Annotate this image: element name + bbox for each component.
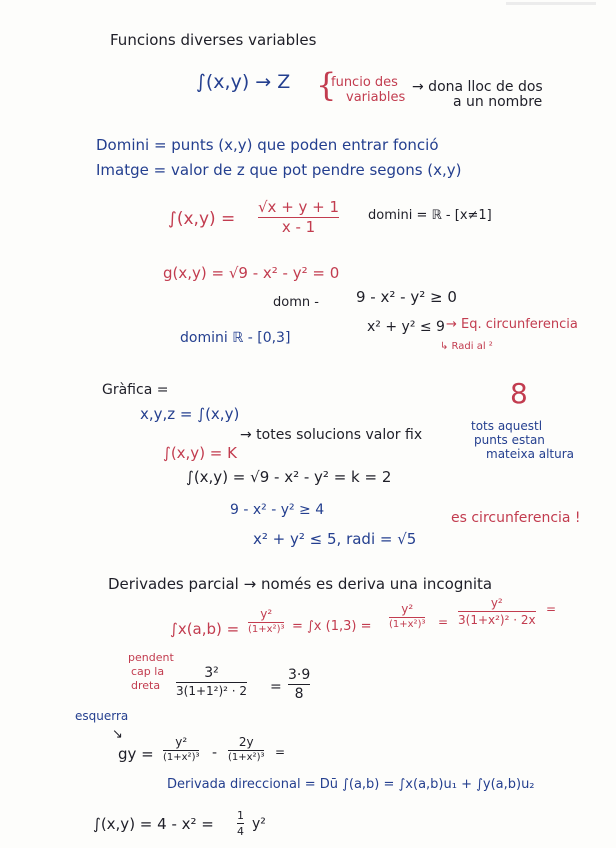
partial-geq: =: [275, 745, 286, 759]
frac-4-num: 3²: [204, 665, 219, 681]
ex1-domain: domini = ℝ - [x≠1]: [368, 208, 492, 223]
ex2-inequality-1: 9 - x² - y² ≥ 0: [356, 288, 457, 306]
grafica-eq-1: ∫(x,y) = √9 - x² - y² = k = 2: [186, 468, 392, 486]
frac-2-den: (1+x²)³: [389, 619, 426, 630]
page-title: Funcions diverses variables: [110, 31, 317, 49]
curly-brace-icon: {: [316, 66, 337, 104]
last-eq-lhs: ∫(x,y) = 4 - x² =: [93, 815, 214, 833]
side-note-3: mateixa altura: [486, 447, 575, 461]
brace-label-2: variables: [346, 90, 406, 105]
last-eq-frac: [237, 810, 244, 837]
ex2-inequality-2: x² + y² ≤ 9: [367, 319, 445, 335]
fraction-bar: [248, 622, 284, 623]
grafica-xyz: x,y,z = ∫(x,y): [140, 405, 240, 423]
fraction-bar: [458, 611, 536, 612]
grafica-level-set: ∫(x,y) = K: [163, 444, 237, 462]
arrow-note-2: a un nombre: [453, 94, 543, 110]
grafica-eq-2: 9 - x² - y² ≥ 4: [230, 502, 325, 518]
frac-g1-num: y²: [175, 735, 188, 749]
partial-frac-g2: [228, 736, 264, 763]
side-note-2: punts estan: [474, 433, 545, 447]
partial-frac-g1: [163, 736, 199, 763]
pendent-note-2: cap la: [131, 665, 165, 678]
last-frac-num: 1: [237, 809, 244, 822]
ex1-fraction: [258, 200, 339, 235]
partial-frac-3: [458, 597, 536, 626]
grafica-circ-note: es circunferencia !: [451, 510, 581, 526]
last-eq-rhs: y²: [252, 816, 266, 832]
ex2-domain: domini ℝ - [0,3]: [180, 330, 291, 346]
frac-3-den: 3(1+x²)² · 2x: [458, 613, 536, 627]
ex1-lhs: ∫(x,y) =: [168, 209, 236, 229]
frac-g2-num: 2y: [238, 735, 254, 749]
grafica-heading: Gràfica =: [102, 382, 169, 398]
frac-4-den: 3(1+1²)² · 2: [176, 684, 248, 698]
grafica-eq-3: x² + y² ≤ 5, radi = √5: [253, 530, 417, 548]
fraction-bar: [228, 750, 264, 751]
ex2-function: g(x,y) = √9 - x² - y² = 0: [163, 264, 340, 282]
margin-symbol-eight: 8: [510, 377, 528, 410]
fraction-bar: [163, 750, 199, 751]
frac-1-num: y²: [260, 607, 273, 621]
ex1-numerator: √x + y + 1: [258, 198, 340, 216]
partial-fx-lhs: ∫x(a,b) =: [170, 620, 240, 638]
pendent-note-3: dreta: [131, 679, 161, 692]
partial-mid: = ∫x (1,3) =: [292, 619, 372, 634]
function-notation: ∫(x,y) → Z: [196, 71, 291, 93]
scan-artifact: [506, 2, 596, 5]
partial-frac-4: [176, 666, 247, 697]
partial-minus: -: [212, 745, 218, 761]
frac-5-num: 3·9: [288, 667, 311, 683]
derivades-heading: Derivades parcial → només es deriva una incognita: [108, 575, 493, 593]
grafica-level-note: → totes solucions valor fix: [240, 427, 423, 443]
imatge-definition: Imatge = valor de z que pot pendre segons (x,y): [96, 161, 462, 179]
partial-eq-2: =: [270, 679, 282, 695]
frac-g2-den: (1+x²)³: [228, 752, 265, 763]
domini-definition: Domini = punts (x,y) que poden entrar fonció: [96, 136, 439, 154]
fraction-bar: [389, 617, 425, 618]
frac-1-den: (1+x²)³: [248, 624, 285, 635]
fraction-bar: [288, 684, 310, 685]
arrow-note-1: → dona lloc de dos: [412, 79, 543, 95]
side-note-1: tots aquestl: [471, 419, 543, 433]
fraction-bar: [237, 823, 244, 824]
esquerra-arrow-icon: ↘: [112, 727, 123, 742]
fraction-bar: [176, 682, 247, 683]
frac-3-num: y²: [490, 596, 503, 610]
ex2-radi-note: ↳ Radi al ²: [440, 341, 493, 352]
frac-2-num: y²: [401, 602, 414, 616]
partial-frac-5: [288, 668, 310, 701]
partial-eq: =: [438, 615, 449, 629]
frac-5-den: 8: [294, 686, 304, 702]
direccional-formula: Derivada direccional = Dū ∫(a,b) = ∫x(a,b)u₁ + ∫y(a,b)u₂: [167, 777, 535, 792]
pendent-note-1: pendent: [128, 651, 174, 664]
last-frac-den: 4: [237, 825, 244, 838]
ex1-denominator: x - 1: [281, 218, 316, 236]
partial-trail: =: [546, 602, 557, 616]
partial-frac-2: [389, 603, 425, 630]
esquerra-note: esquerra: [75, 709, 129, 723]
frac-g1-den: (1+x²)³: [163, 752, 200, 763]
ex2-domn-label: domn -: [273, 295, 319, 310]
partial-gy-lhs: gy =: [118, 745, 154, 763]
brace-label-1: funcio des: [331, 75, 398, 90]
ex2-circ-note: → Eq. circunferencia: [446, 317, 578, 332]
partial-frac-1: [248, 608, 284, 635]
